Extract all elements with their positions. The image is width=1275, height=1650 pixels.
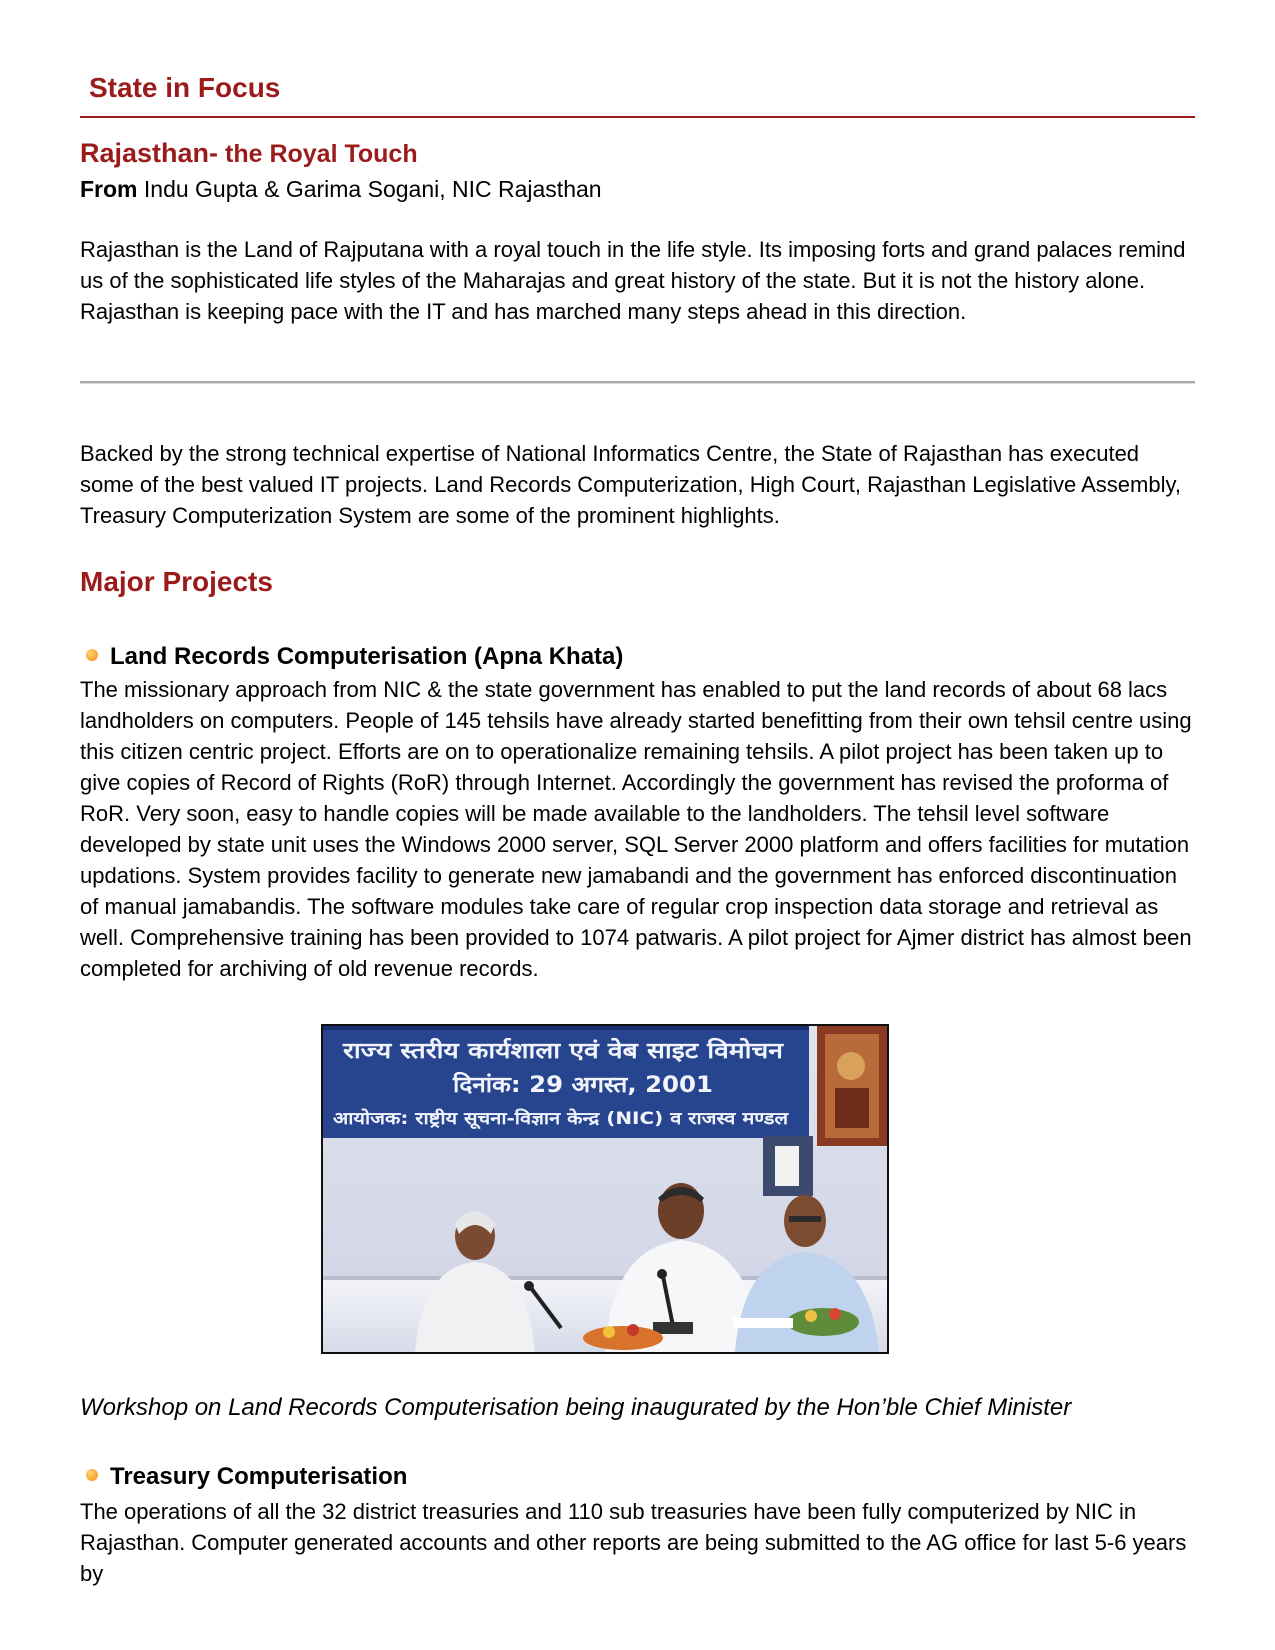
byline: [80, 176, 602, 203]
section-title: State in Focus: [89, 72, 281, 103]
section-divider: [80, 381, 1195, 384]
article-title-sub: the Royal Touch: [218, 140, 418, 168]
project-heading-treasury: [80, 1463, 407, 1491]
bullet-icon: [86, 1469, 98, 1481]
project-title: Land Records Computerisation (Apna Khata): [110, 643, 624, 670]
overview-paragraph: Backed by the strong technical expertise of National Informatics Centre, the State of Rajasthan has executed some of the best valued IT projects. Land Records Computerization, High Court, Rajasthan Legislative Assembly, Treasury Computerization System are some of the prominent highlights.: [80, 441, 1181, 528]
photo-caption: Workshop on Land Records Computerisation being inaugurated by the Hon’ble Chief Minister: [80, 1394, 1072, 1421]
byline-label: From: [80, 176, 138, 202]
banner-line-3: आयोजक: राष्ट्रीय सूचना-विज्ञान केन्द्र (NIC) व राजस्व मण्डल: [333, 1109, 721, 1129]
bullet-icon: [86, 649, 98, 661]
project-body-treasury: The operations of all the 32 district treasuries and 110 sub treasuries have been fully computerized by NIC in Rajasthan. Computer generated accounts and other reports are being submitted to the AG office for last 5-6 years by: [80, 1499, 1187, 1586]
byline-authors: Indu Gupta & Garima Sogani, NIC Rajasthan: [137, 176, 602, 202]
intro-paragraph: Rajasthan is the Land of Rajputana with a royal touch in the life style. Its imposing forts and grand palaces remind us of the sophisticated life styles of the Maharajas and great history of the state. But it is not the history alone. Rajasthan is keeping pace with the IT and has marched many steps ahead in this direction.: [80, 237, 1186, 324]
article-title: [80, 138, 418, 169]
banner-line-2: दिनांक: 29 अगस्त, 2001: [453, 1073, 688, 1098]
major-projects-heading: Major Projects: [80, 566, 273, 597]
banner-line-1: राज्य स्तरीय कार्यशाला एवं वेब साइट विमोचन: [343, 1039, 709, 1064]
project-title: Treasury Computerisation: [110, 1463, 408, 1490]
project-heading-land-records: [80, 643, 623, 671]
workshop-photo: [321, 1024, 889, 1354]
title-divider: [80, 116, 1195, 118]
article-title-main: Rajasthan-: [80, 138, 219, 168]
project-body-land-records: The missionary approach from NIC & the state government has enabled to put the land records of about 68 lacs landholders on computers. People of 145 tehsils have already started benefitting from their own tehsil centre using this citizen centric project. Efforts are on to operationalize remaining tehsils. A pilot project has been taken up to give copies of Record of Rights (RoR) through Internet. Accordingly the government has revised the proforma of RoR. Very soon, easy to handle copies will be made available to the landholders. The tehsil level software developed by state unit uses the Windows 2000 server, SQL Server 2000 platform and offers facilities for mutation updations. System provides facility to generate new jamabandi and the government has enforced discontinuation of manual jamabandis. The software modules take care of regular crop inspection data storage and retrieval as well. Comprehensive training has been provided to 1074 patwaris. A pilot project for Ajmer district has almost been completed for archiving of old revenue records.: [80, 677, 1192, 981]
